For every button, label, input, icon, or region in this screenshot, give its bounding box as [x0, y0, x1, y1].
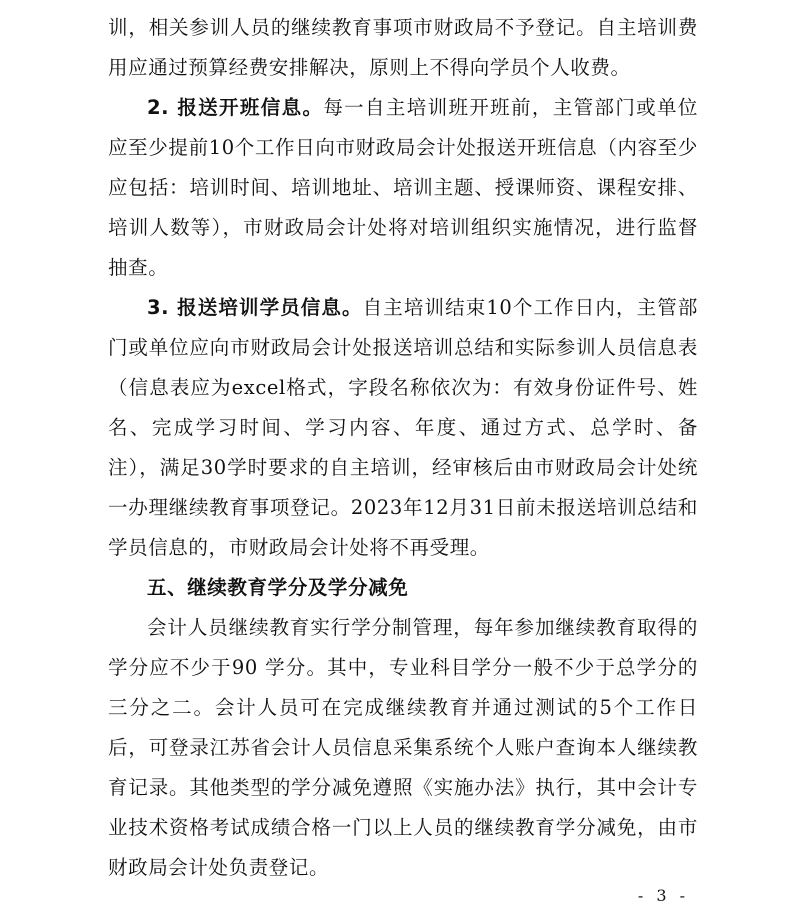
section-heading: 五、继续教育学分及学分减免	[147, 576, 409, 599]
page-number: - 3 -	[637, 886, 689, 905]
paragraph-text: 自主培训结束10个工作日内，主管部门或单位应向市财政局会计处报送培训总结和实际参训人员信息表（信息表应为excel格式，字段名称依次为：有效身份证件号、姓名、完成学习时间、学习内容、年度、通过方式、总学时、备注），满足30学时要求的自主培训，经审核后由市财政局会计处统一办理继续教育事项登记。2023年12月31日前未报送培训总结和学员信息的，市财政局会计处将不再受理。	[108, 296, 698, 559]
paragraph-text: 训，相关参训人员的继续教育事项市财政局不予登记。自主培训费用应通过预算经费安排解决，原则上不得向学员个人收费。	[108, 16, 698, 79]
paragraph-text: 每一自主培训班开班前，主管部门或单位应至少提前10个工作日向市财政局会计处报送开班信息（内容至少应包括：培训时间、培训地址、培训主题、授课师资、课程安排、培训人数等），市财政局会计处将对培训组织实施情况，进行监督抽查。	[108, 96, 698, 279]
section-paragraph: 会计人员继续教育实行学分制管理，每年参加继续教育取得的学分应不少于90 学分。其中，专业科目学分一般不少于总学分的三分之二。会计人员可在完成继续教育并通过测试的5个工作日后，可登录江苏省会计人员信息采集系统个人账户查询本人继续教育记录。其他类型的学分减免遵照《实施办法》执行，其中会计专业技术资格考试成绩合格一门以上人员的继续教育学分减免，由市财政局会计处负责登记。	[108, 616, 698, 879]
item-title: 3. 报送培训学员信息。	[147, 296, 363, 319]
item-title: 2. 报送开班信息。	[147, 96, 324, 119]
paragraph-item-3	[108, 288, 698, 568]
paragraph-item-2	[108, 88, 698, 288]
document-body	[108, 8, 698, 888]
paragraph-continuation	[108, 8, 698, 88]
